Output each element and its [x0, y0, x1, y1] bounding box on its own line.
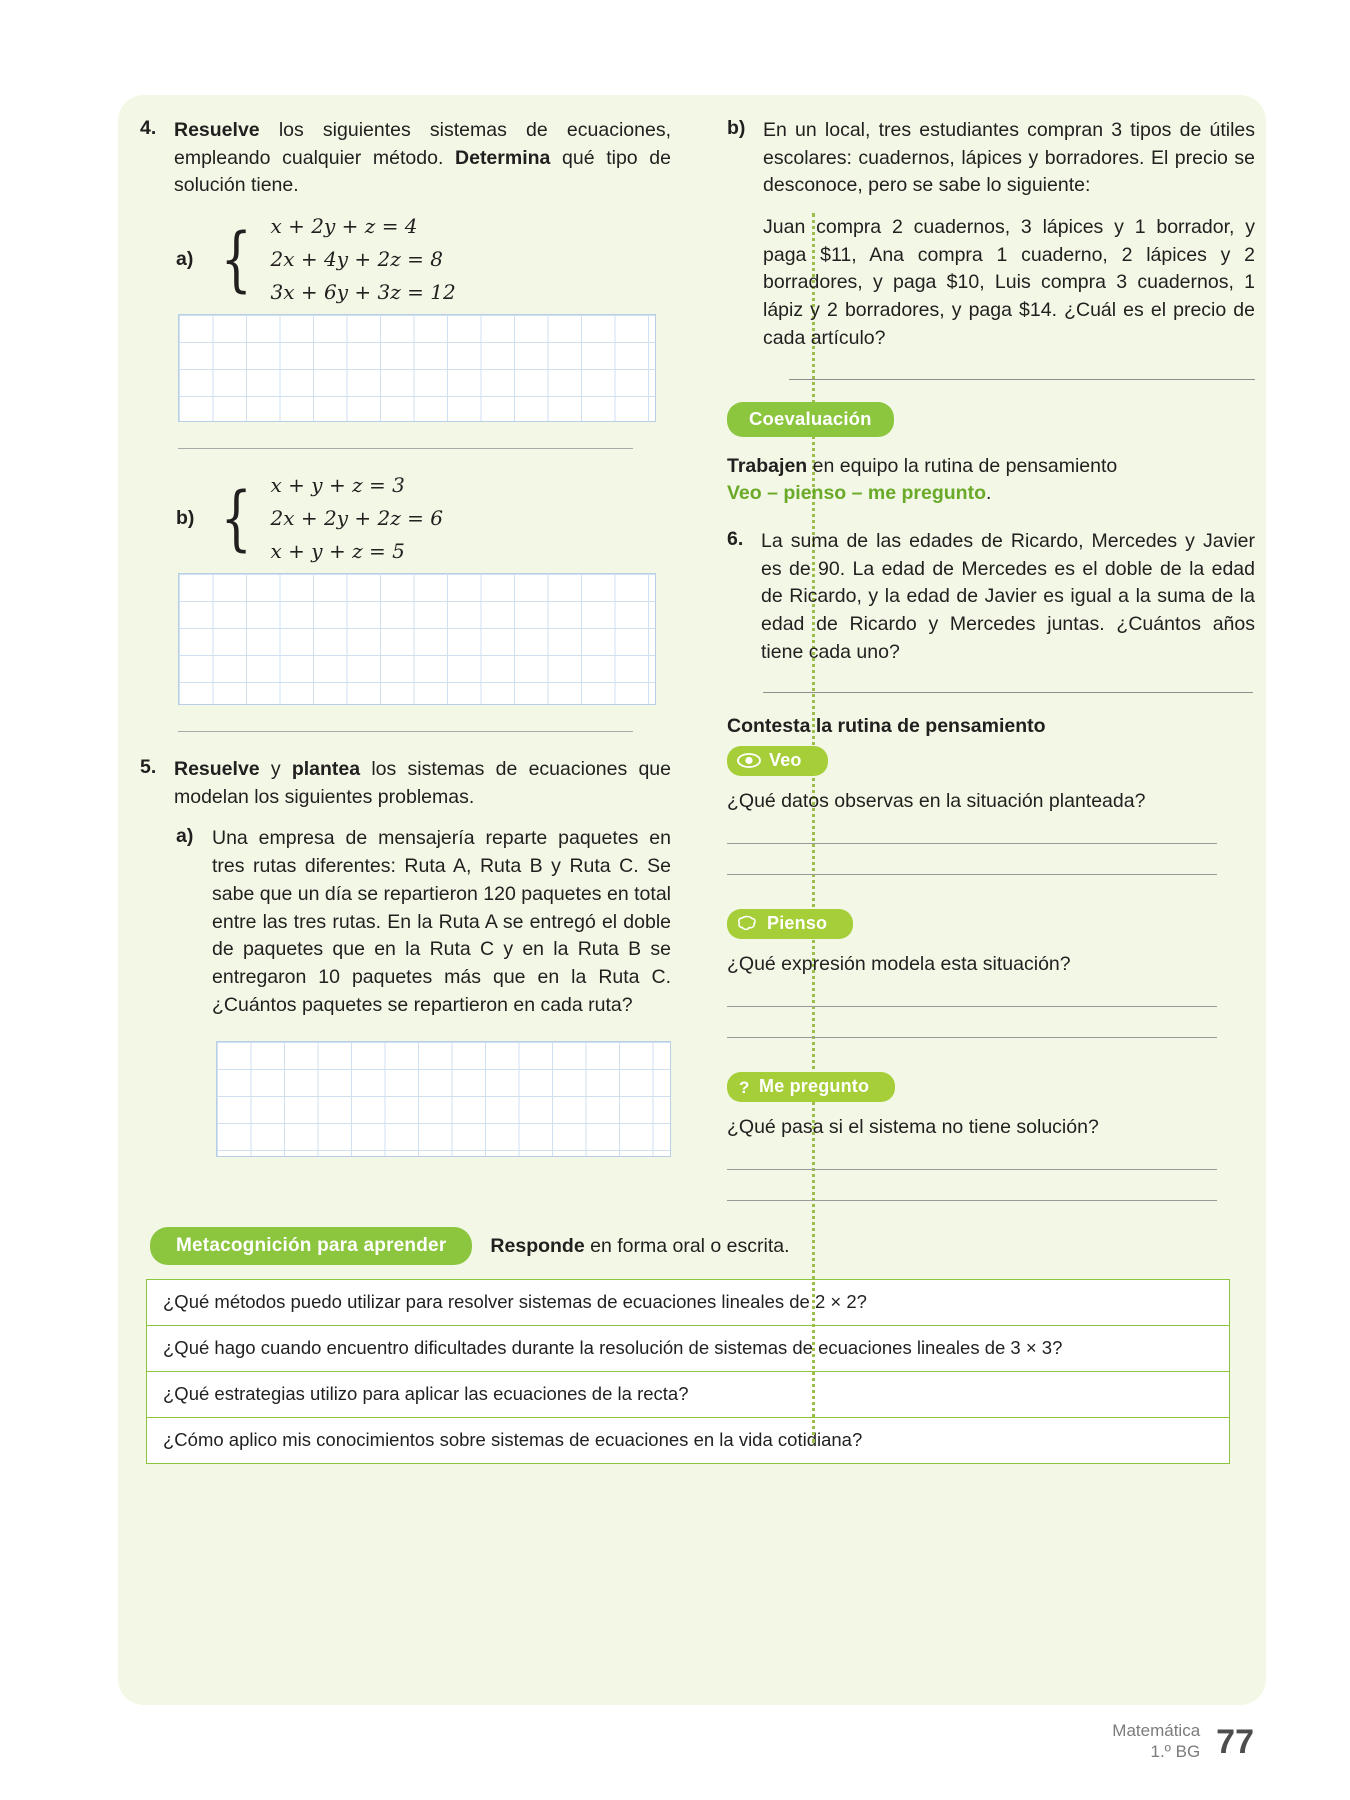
exercise-5a-letter: a)	[176, 825, 194, 848]
answer-line[interactable]	[727, 1006, 1217, 1007]
exercise-5b-text-2: Juan compra 2 cuadernos, 3 lápices y 1 borrador, y paga $11, Ana compra 1 cuaderno, 2 lápices y 2 borradores, y paga $10, Luis compra 3 cuadernos, 1 lápiz y 2 borradores, y paga $14. ¿Cuál es el precio de cada artículo?	[763, 216, 1255, 349]
exercise-4-mid: los siguientes sistemas de ecuaciones, empleando cualquier método.	[174, 119, 671, 169]
pienso-question: ¿Qué expresión modela esta situación?	[727, 953, 1071, 976]
exercise-5-number: 5.	[140, 756, 157, 779]
exercise-4-text	[174, 117, 671, 200]
responde-bold: Responde	[490, 1234, 585, 1257]
brain-icon	[737, 915, 759, 933]
exercise-6-number: 6.	[727, 527, 744, 550]
coevaluacion-bold: Trabajen	[727, 454, 808, 477]
veo-answer-lines[interactable]	[727, 843, 1255, 875]
table-row: ¿Qué hago cuando encuentro dificultades durante la resolución de sistemas de ecuaciones lineales de 3 × 3?	[147, 1326, 1229, 1372]
exercise-5a	[176, 825, 671, 1019]
routine-me-pregunto	[727, 1072, 1255, 1201]
answer-line[interactable]	[727, 1037, 1217, 1038]
coevaluacion-section	[727, 402, 1255, 508]
answer-line[interactable]	[727, 874, 1217, 875]
separator	[178, 731, 633, 732]
veo-pill	[727, 746, 828, 776]
system-brace-icon: {	[220, 477, 252, 560]
routine-pienso	[727, 909, 1255, 1038]
footer-label	[1112, 1720, 1200, 1763]
exercise-4-bold-1: Resuelve	[174, 119, 260, 141]
footer-level: 1.º BG	[1150, 1741, 1201, 1761]
coevaluacion-rest: en equipo la rutina de pensamiento	[807, 454, 1118, 477]
exercise-4-bold-2: Determina	[455, 146, 551, 169]
equation: 3x + 6y + 3z = 12	[270, 280, 456, 305]
exercise-5-bold-1: Resuelve	[174, 758, 260, 781]
eye-icon	[737, 753, 761, 768]
table-row: ¿Qué estrategias utilizo para aplicar las ecuaciones de la recta?	[147, 1372, 1229, 1418]
answer-grid-5a[interactable]	[216, 1041, 671, 1157]
right-column	[697, 117, 1255, 1201]
page-footer	[1112, 1720, 1254, 1763]
equation: x + y + z = 5	[270, 539, 405, 564]
exercise-5b-letter: b)	[727, 117, 746, 139]
coevaluacion-pill: Coevaluación	[727, 402, 894, 437]
table-row: ¿Cómo aplico mis conocimientos sobre sistemas de ecuaciones en la vida cotidiana?	[147, 1418, 1229, 1463]
exercise-4b-system	[176, 473, 671, 563]
svg-text:?: ?	[739, 1077, 750, 1096]
metacognicion-pill: Metacognición para aprender	[150, 1227, 472, 1265]
question-mark-icon	[737, 1078, 751, 1096]
me-pregunto-answer-lines[interactable]	[727, 1169, 1255, 1201]
exercise-4a-letter: a)	[176, 247, 194, 270]
separator	[178, 448, 633, 449]
equation: x + y + z = 3	[270, 473, 405, 498]
page-number: 77	[1216, 1723, 1254, 1761]
separator	[763, 692, 1253, 693]
me-pregunto-label: Me pregunto	[759, 1076, 870, 1097]
answer-line[interactable]	[727, 843, 1217, 844]
routine-heading: Contesta la rutina de pensamiento	[727, 715, 1046, 738]
pienso-answer-lines[interactable]	[727, 1006, 1255, 1038]
exercise-6-text: La suma de las edades de Ricardo, Mercedes y Javier es de 90. La edad de Mercedes es el doble de la edad de Ricardo, y la edad de Javier es igual a la suma de la edad de Ricardo y Mercedes juntas. ¿Cuántos años tiene cada uno?	[761, 529, 1255, 663]
exercise-4b-equations	[271, 473, 443, 563]
exercise-5a-text: Una empresa de mensajería reparte paquetes en tres rutas diferentes: Ruta A, Ruta B y Ruta C. Se sabe que un día se repartieron 120 paquetes en total entre las tres rutas. En la Ruta A se entregó el doble de paquetes que en la Ruta C y en la Ruta B se entregaron 10 paquetes más que en la Ruta C. ¿Cuántos paquetes se repartieron en cada ruta?	[212, 827, 671, 1016]
me-pregunto-question: ¿Qué pasa si el sistema no tiene solución?	[727, 1116, 1099, 1139]
responde-rest: en forma oral o escrita.	[584, 1234, 790, 1257]
exercise-4	[140, 117, 671, 200]
veo-label: Veo	[769, 750, 802, 771]
exercise-5b-text-1: En un local, tres estudiantes compran 3 tipos de útiles escolares: cuadernos, lápices y borradores. El precio se desconoce, pero se sabe lo siguiente:	[763, 119, 1255, 197]
metacognicion-header	[150, 1227, 1236, 1265]
footer-subject: Matemática	[1112, 1720, 1201, 1740]
pienso-label: Pienso	[767, 913, 828, 934]
two-column-layout	[140, 117, 1255, 1201]
answer-grid-4b[interactable]	[178, 573, 656, 705]
routine-veo	[727, 746, 1255, 875]
system-brace-icon: {	[220, 218, 252, 301]
responde-text	[490, 1235, 789, 1258]
exercise-5-bold-2: plantea	[291, 758, 361, 781]
answer-line[interactable]	[727, 1169, 1217, 1170]
me-pregunto-pill	[727, 1072, 895, 1102]
routine-name: Veo – pienso – me pregunto	[727, 482, 986, 505]
answer-line[interactable]	[727, 1200, 1217, 1201]
exercise-4b-letter: b)	[176, 506, 195, 529]
exercise-5	[140, 756, 671, 811]
exercise-4-end: qué tipo de solución tiene.	[174, 146, 671, 197]
exercise-5b	[727, 117, 1255, 200]
exercise-6	[727, 528, 1255, 666]
exercise-4-number: 4.	[140, 117, 157, 139]
equation: 2x + 2y + 2z = 6	[270, 506, 443, 531]
coevaluacion-instruction	[727, 453, 1255, 481]
exercise-4a-system	[176, 214, 671, 304]
equation: 2x + 4y + 2z = 8	[270, 247, 443, 272]
routine-dot: .	[985, 482, 992, 505]
answer-grid-4a[interactable]	[178, 314, 656, 422]
routine-name-line	[727, 480, 1255, 508]
table-row: ¿Qué métodos puedo utilizar para resolver sistemas de ecuaciones lineales de 2 × 2?	[147, 1280, 1229, 1326]
answer-line[interactable]	[789, 379, 1255, 380]
page-content	[118, 95, 1266, 1705]
exercise-4a-equations	[271, 214, 456, 304]
exercise-5-text	[174, 756, 671, 811]
metacognicion-questions-table	[146, 1279, 1230, 1464]
veo-question: ¿Qué datos observas en la situación planteada?	[727, 790, 1146, 813]
exercise-5-mid: y	[259, 758, 292, 781]
equation: x + 2y + z = 4	[270, 214, 418, 239]
left-column	[140, 117, 697, 1201]
pienso-pill	[727, 909, 853, 939]
exercise-5-end: los sistemas de ecuaciones que modelan los siguientes problemas.	[174, 758, 671, 808]
